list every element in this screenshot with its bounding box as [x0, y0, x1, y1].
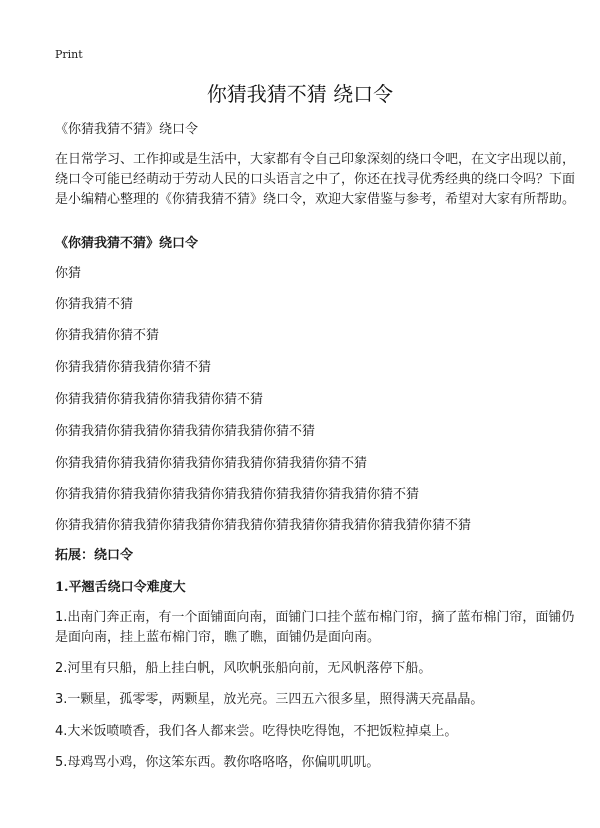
- tongue-twister-line-6: 你猜我猜你猜我猜你猜我猜你猜我猜你猜不猜: [55, 424, 316, 439]
- page-title: 你猜我猜不猜 绕口令: [206, 82, 394, 106]
- expand-heading: 拓展：绕口令: [55, 548, 134, 563]
- print-label: Print: [55, 48, 83, 61]
- tongue-twister-line-1: 你猜: [55, 266, 82, 281]
- tongue-twister-line-2: 你猜我猜不猜: [55, 297, 134, 312]
- tongue-twister-line-4: 你猜我猜你猜我猜你猜不猜: [55, 360, 212, 375]
- tongue-twister-line-3: 你猜我猜你猜不猜: [55, 328, 160, 343]
- intro-paragraph: 在日常学习、工作抑或是生活中，大家都有令自己印象深刻的绕口令吧，在文字出现以前，绕口令可能已经萌动于劳动人民的口头语言之中了，你还在找寻优秀经典的绕口令吗？下面是小编精心整理的《你猜我猜不猜》绕口令，欢迎大家借鉴与参考，希望对大家有所帮助。: [55, 152, 576, 207]
- numbered-item-3: 3.一颗星，孤零零，两颗星，放光亮。三四五六很多星，照得满天亮晶晶。: [55, 692, 484, 707]
- tongue-twister-line-7: 你猜我猜你猜我猜你猜我猜你猜我猜你猜我猜你猜不猜: [55, 456, 368, 471]
- tongue-twister-line-5: 你猜我猜你猜我猜你猜我猜你猜不猜: [55, 392, 264, 407]
- difficulty-heading: 1.平翘舌绕口令难度大: [55, 580, 186, 595]
- numbered-item-1: 1.出南门奔正南，有一个面铺面向南，面铺门口挂个蓝布棉门帘，摘了蓝布棉门帘，面铺仍是面向南，挂上蓝布棉门帘，瞧了瞧，面铺仍是面向南。: [55, 610, 575, 645]
- numbered-item-2: 2.河里有只船，船上挂白帆，风吹帆张船向前，无风帆落停下船。: [55, 661, 432, 676]
- tongue-twister-line-8: 你猜我猜你猜我猜你猜我猜你猜我猜你猜我猜你猜我猜你猜不猜: [55, 487, 420, 502]
- intro-heading: 《你猜我猜不猜》绕口令: [55, 122, 199, 137]
- numbered-item-5: 5.母鸡骂小鸡，你这笨东西。教你咯咯咯，你偏叽叽叽。: [55, 755, 380, 770]
- numbered-item-4: 4.大米饭喷喷香，我们各人都来尝。吃得快吃得饱，不把饭粒掉桌上。: [55, 724, 458, 739]
- section-heading: 《你猜我猜不猜》绕口令: [55, 236, 199, 251]
- tongue-twister-line-9: 你猜我猜你猜我猜你猜我猜你猜我猜你猜我猜你猜我猜你猜我猜你猜不猜: [55, 518, 472, 533]
